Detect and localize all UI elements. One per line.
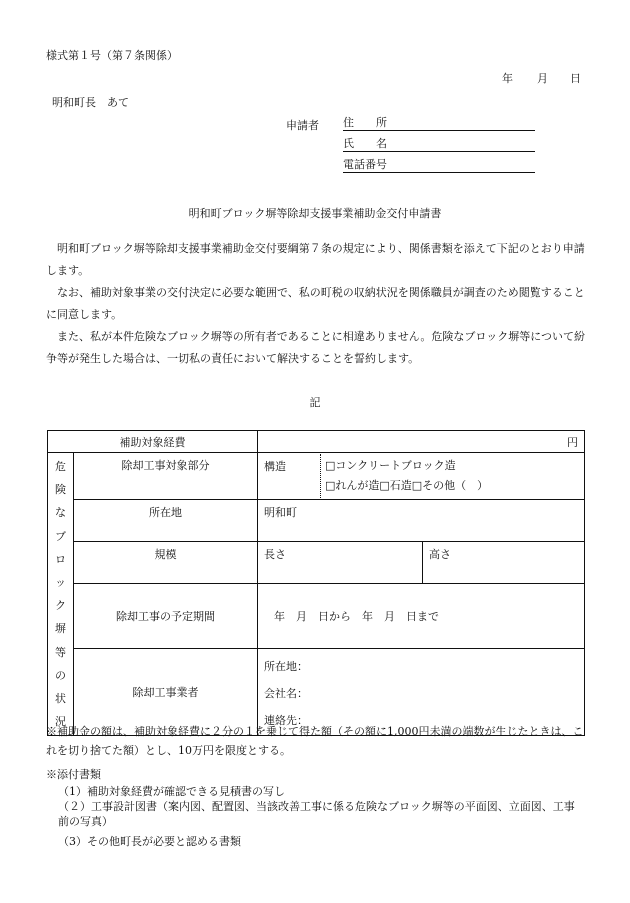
attachments-title: ※添付書類 [46, 768, 101, 781]
date-month-label: 月 [537, 72, 548, 85]
structure-option-concrete[interactable]: □コンクリートブロック造 [325, 459, 456, 473]
application-table [47, 430, 585, 736]
vertical-label-char: 塀 [55, 622, 66, 636]
applicant-name-field[interactable] [343, 135, 535, 152]
contractor-label: 除却工事業者 [74, 648, 258, 736]
body-paragraph-3: また、私が本件危険なブロック塀等の所有者であることに相違ありません。危険なブロック塀等について紛争等が発生した場合は、一切私の責任において解決することを誓約します。 [46, 330, 585, 365]
body-paragraph-2: なお、補助対象事業の交付決定に必要な範囲で、私の町税の収納状況を関係職員が調査のため閲覧することに同意します。 [46, 286, 585, 321]
period-value[interactable]: 年 月 日から 年 月 日まで [258, 583, 585, 648]
contractor-contact-field[interactable]: 連絡先： [264, 713, 308, 727]
date-day-label: 日 [570, 72, 581, 85]
structure-option-other[interactable]: □れんが造□石造□その他（ ） [325, 479, 489, 493]
contractor-address-field[interactable]: 所在地： [264, 659, 308, 673]
ki-heading: 記 [309, 396, 321, 409]
dangerous-wall-label-text [48, 455, 73, 733]
location-label: 所在地 [74, 500, 258, 542]
applicant-name-label: 氏 名 [343, 137, 387, 150]
date-year-label: 年 [502, 72, 513, 85]
body-paragraph-1: 明和町ブロック塀等除却支援事業補助金交付要綱第７条の規定により、関係書類を添えて下記のとおり申請します。 [46, 242, 585, 277]
location-value[interactable]: 明和町 [258, 500, 585, 542]
structure-label: 構造 [264, 460, 286, 474]
attachment-item-2: （２）工事設計図書（案内図、配置図、当該改善工事に係る危険なブロック塀等の平面図、立面図、工事前の写真） [58, 800, 575, 828]
attachment-item-3: （3）その他町長が必要と認める書類 [58, 835, 241, 848]
scale-label: 規模 [74, 541, 258, 583]
height-field[interactable]: 高さ [423, 541, 585, 583]
vertical-label-char: 等 [55, 645, 66, 659]
cost-label: 補助対象経費 [48, 431, 258, 453]
vertical-label-char: ッ [55, 576, 66, 590]
document-title: 明和町ブロック塀等除却支援事業補助金交付申請書 [188, 207, 442, 220]
note-subsidy-amount: ※補助金の額は、補助対象経費に２分の１を乗じて得た額（その額に1,000円未満の端数が生じたときは、これを切り捨てた額）とし、10万円を限度とする。 [46, 725, 584, 757]
vertical-label-char: 況 [55, 715, 66, 729]
structure-cell [258, 453, 585, 500]
vertical-label-char: ク [55, 599, 66, 613]
applicant-phone-label: 電話番号 [343, 158, 387, 171]
applicant-address-label: 住 所 [343, 116, 387, 129]
vertical-label-char: の [55, 668, 66, 682]
applicant-phone-field[interactable] [343, 156, 535, 173]
vertical-label-char: な [55, 506, 66, 520]
addressee: 明和町長 あて [52, 96, 129, 109]
period-label: 除却工事の予定期間 [74, 583, 258, 648]
vertical-label-char: ロ [55, 552, 66, 566]
applicant-address-field[interactable] [343, 114, 535, 131]
vertical-label-char: 険 [55, 483, 66, 497]
applicant-label: 申請者 [286, 119, 319, 132]
cost-unit: 円 [567, 435, 578, 449]
vertical-label-char: 状 [55, 692, 66, 706]
dangerous-wall-label [48, 453, 74, 736]
cost-input[interactable] [258, 431, 585, 453]
vertical-label-char: 危 [55, 460, 66, 473]
attachment-item-1: （1）補助対象経費が確認できる見積書の写し [58, 785, 285, 798]
contractor-company-field[interactable]: 会社名： [264, 686, 308, 700]
part-label: 除却工事対象部分 [74, 453, 258, 500]
form-number: 様式第１号（第７条関係） [46, 49, 178, 62]
vertical-label-char: ブ [55, 529, 66, 543]
length-field[interactable]: 長さ [258, 541, 423, 583]
